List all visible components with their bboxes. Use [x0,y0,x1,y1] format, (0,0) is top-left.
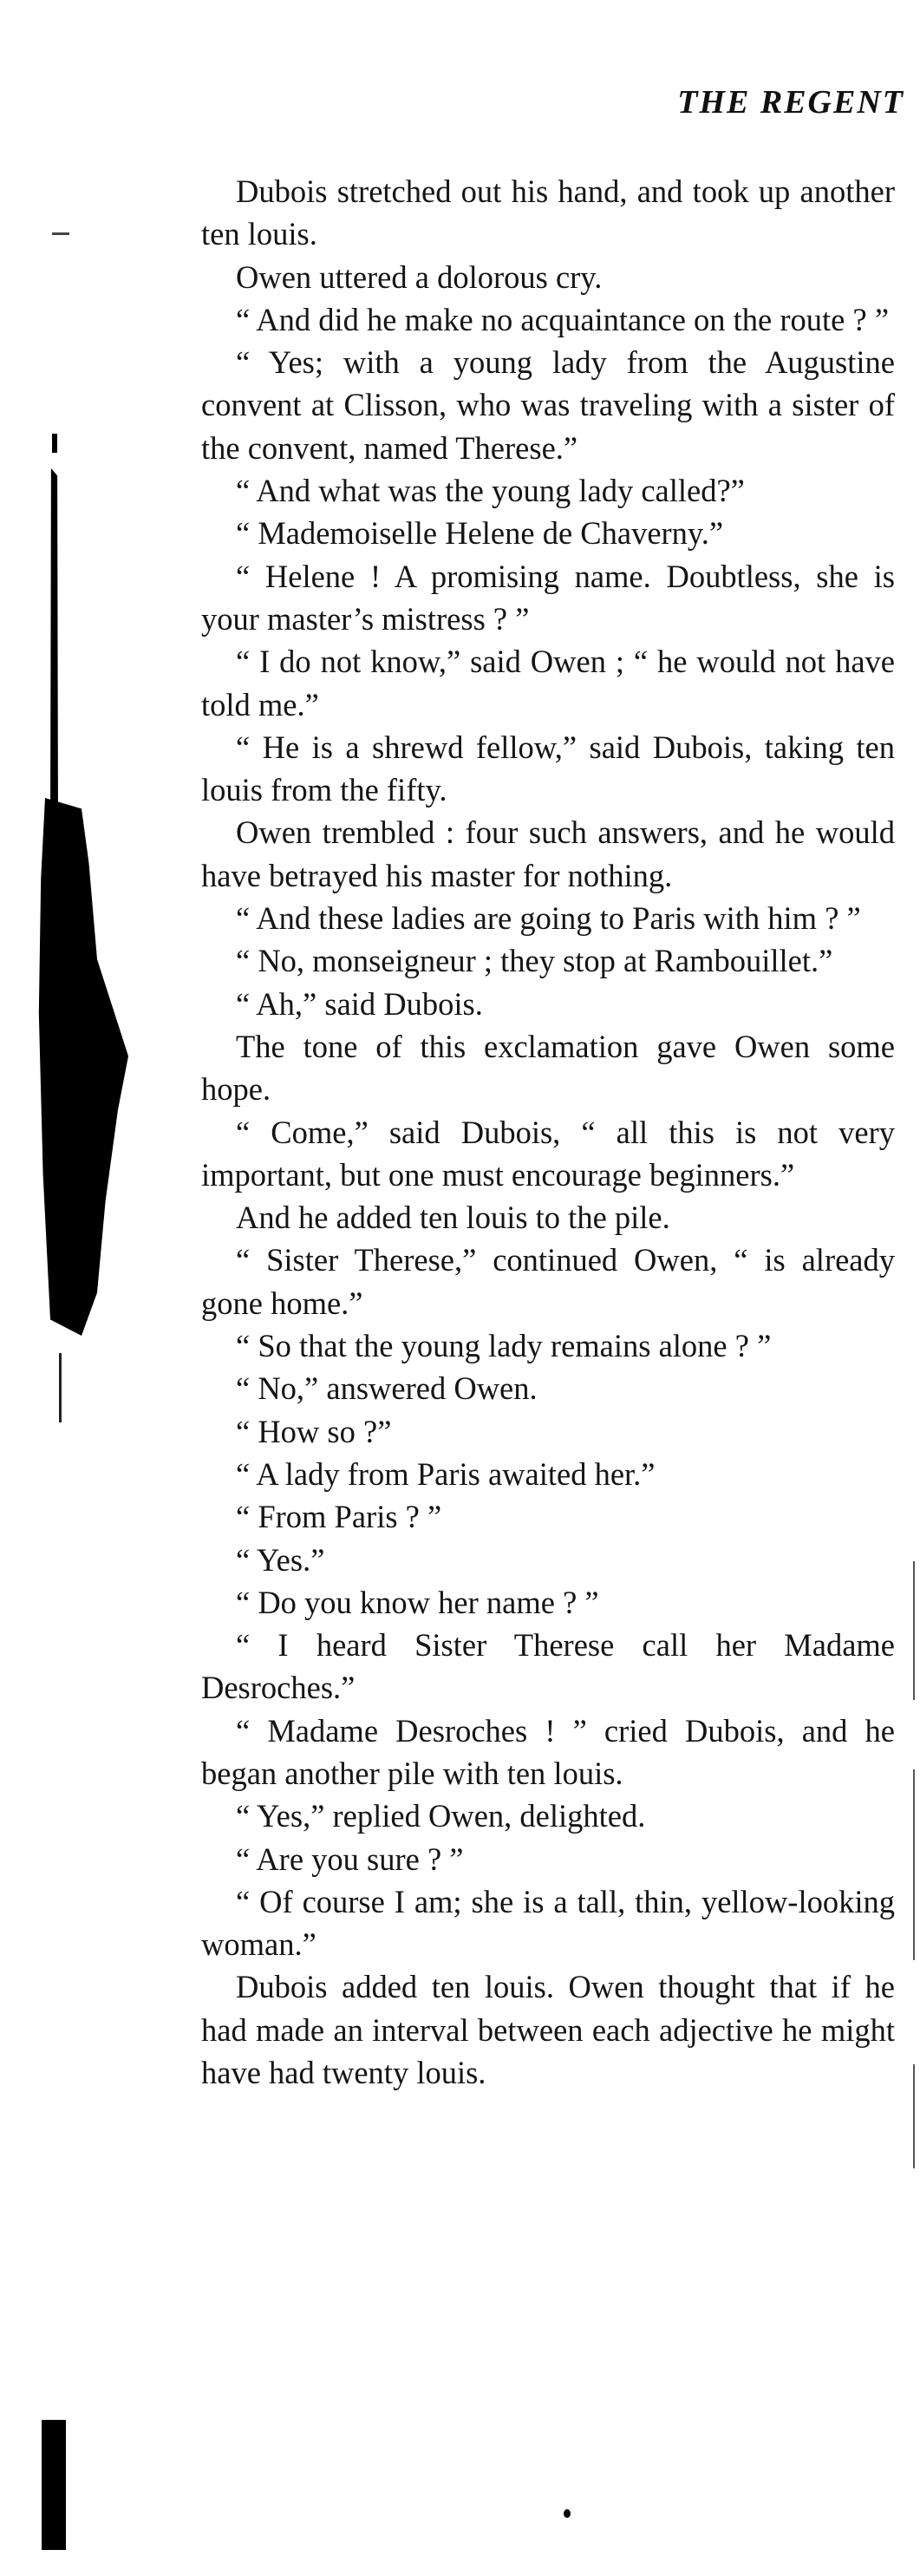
speck-mark [564,2509,571,2518]
scan-dash-mark [52,232,69,235]
paragraph: “ Madame Desroches ! ” cried Dubois, and he began another pile with ten louis. [201,1712,895,1791]
paragraph: The tone of this exclamation gave Owen some hope. [201,1028,895,1108]
paragraph: “ Are you sure ? ” [236,1840,464,1877]
paragraph: “ Sister Therese,” continued Owen, “ is already gone home.” [201,1242,895,1321]
paragraph: “ Mademoiselle Helene de Chaverny.” [236,515,724,552]
binding-shadow-blot [24,798,128,1336]
paragraph: “ Do you know her name ? ” [236,1584,599,1620]
paragraph: “ Yes; with a young lady from the Augustine convent at Clisson, who was traveling with a sister of the convent, named Therese.” [201,344,895,466]
running-head: THE REGENT [677,84,904,121]
paragraph: “ A lady from Paris awaited her.” [236,1455,656,1492]
paragraph: “ Ah,” said Dubois. [236,985,483,1022]
paragraph: Dubois added ten louis. Owen thought that if he had made an interval between each adjective he might have had twenty louis. [201,1969,895,2091]
paragraph: “ I do not know,” said Owen ; “ he would not have told me.” [201,644,895,722]
binding-tick-mark [52,434,57,453]
paragraph: “ From Paris ? ” [236,1499,442,1535]
right-edge-line [913,1561,915,1700]
paragraph: “ He is a shrewd fellow,” said Dubois, taking ten louis from the fifty. [201,729,895,808]
paragraph: “ And these ladies are going to Paris with him ? ” [236,900,861,937]
paragraph: Owen uttered a dolorous cry. [236,258,603,295]
paragraph: “ How so ?” [236,1413,392,1449]
binding-thin-line [59,1353,62,1422]
paragraph: “ And what was the young lady called?” [236,473,745,509]
body-text [201,170,895,2094]
paragraph: And he added ten louis to the pile. [236,1200,670,1236]
paragraph: Dubois stretched out his hand, and took up another ten louis. [201,173,895,252]
paragraph: “ No,” answered Owen. [236,1370,538,1407]
paragraph: “ I heard Sister Therese call her Madame Desroches.” [201,1627,895,1706]
right-edge-line [913,2064,915,2168]
right-edge-line [913,1769,915,1960]
paragraph: “ Yes.” [236,1541,325,1578]
paragraph: “ Of course I am; she is a tall, thin, yellow-looking woman.” [201,1883,895,1963]
paragraph: “ Yes,” replied Owen, delighted. [236,1798,646,1834]
binding-edge-line [50,468,58,833]
paragraph: Owen trembled : four such answers, and he would have betrayed his master for nothing. [201,814,895,893]
paragraph: “ Helene ! A promising name. Doubtless, she is your master’s mistress ? ” [201,558,895,637]
paragraph: “ No, monseigneur ; they stop at Rambouillet.” [236,943,833,979]
paragraph: “ So that the young lady remains alone ? ” [236,1328,772,1364]
paragraph: “ And did he make no acquaintance on the route ? ” [236,301,890,337]
bottom-corner-mark [42,2420,66,2550]
paragraph: “ Come,” said Dubois, “ all this is not very important, but one must encourage beginners.” [201,1114,895,1193]
